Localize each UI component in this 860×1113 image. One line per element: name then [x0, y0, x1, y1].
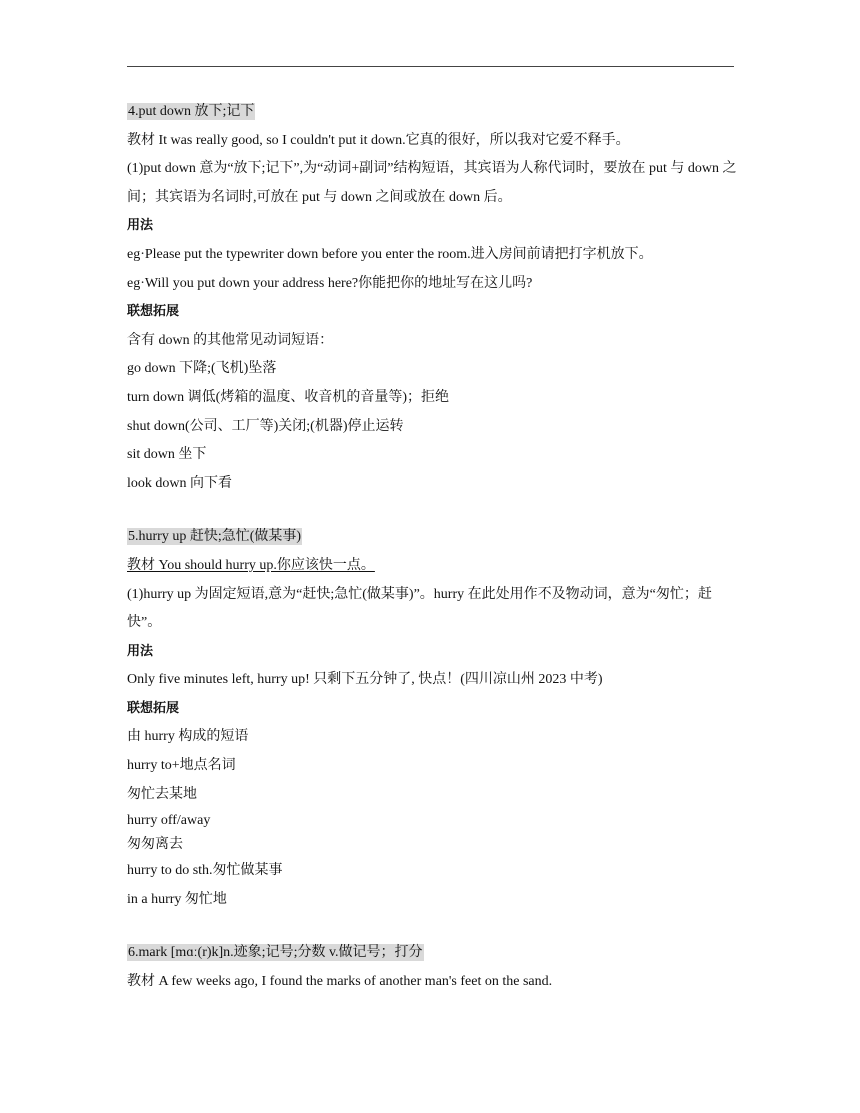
section-heading: [127, 98, 737, 127]
explanation-note: (1)hurry up 为固定短语,意为“赶快;急忙(做某事)”。hurry 在此处用作不及物动词，意为“匆忙；赶快”。: [127, 586, 712, 631]
usage-label: 用法: [127, 643, 154, 659]
section-gap: [127, 498, 737, 523]
extension-item: 匆匆离去: [127, 837, 183, 853]
extension-item: turn down 调低(烤箱的温度、收音机的音量等)；拒绝: [127, 389, 449, 405]
section-gap: [127, 914, 737, 939]
extension-item: hurry to do sth.匆忙做某事: [127, 863, 283, 879]
extension-item: hurry off/away: [127, 813, 211, 829]
textbook-example: [127, 552, 737, 581]
extension-item: hurry to+地点名词: [127, 758, 236, 774]
extension-item: 匆忙去某地: [127, 786, 197, 802]
section-heading: [127, 523, 737, 552]
extension-item: look down 向下看: [127, 475, 232, 491]
extension-item: 含有 down 的其他常见动词短语：: [127, 332, 334, 348]
section-title: 6.mark [mɑː(r)k]n.迹象;记号;分数 v.做记号；打分: [128, 945, 423, 961]
extension-item: shut down(公司、工厂等)关闭;(机器)停止运转: [127, 418, 404, 434]
extension-item: in a hurry 匆忙地: [127, 891, 227, 907]
section-title: 5.hurry up 赶快;急忙(做某事): [128, 529, 302, 545]
extension-item: go down 下降;(飞机)坠落: [127, 361, 277, 377]
header-rule: [127, 66, 734, 67]
usage-example: Only five minutes left, hurry up! 只剩下五分钟了, 快点！(四川凉山州 2023 中考): [127, 672, 603, 688]
textbook-example-text: 教材 You should hurry up.你应该快一点。: [127, 557, 375, 573]
usage-example: eg·Will you put down your address here?你能把你的地址写在这儿吗?: [127, 275, 533, 291]
section-title: 4.put down 放下;记下: [128, 104, 255, 119]
extension-label: 联想拓展: [127, 304, 180, 320]
explanation-note: (1)put down 意为“放下;记下”,为“动词+副词”结构短语，其宾语为人称代词时，要放在 put 与 down 之间；其宾语为名词时,可放在 put 与 down 之间或放在 down 后。: [127, 161, 737, 205]
extension-item: 由 hurry 构成的短语: [127, 729, 249, 745]
extension-item: sit down 坐下: [127, 447, 207, 463]
section-heading: [127, 939, 737, 968]
usage-label: 用法: [127, 218, 154, 234]
document-body: [127, 98, 737, 997]
textbook-example: 教材 It was really good, so I couldn't put it down.它真的很好，所以我对它爱不释手。: [127, 132, 630, 148]
extension-label: 联想拓展: [127, 700, 180, 716]
textbook-example: 教材 A few weeks ago, I found the marks of another man's feet on the sand.: [127, 974, 553, 990]
usage-example: eg·Please put the typewriter down before you enter the room.进入房间前请把打字机放下。: [127, 246, 653, 262]
